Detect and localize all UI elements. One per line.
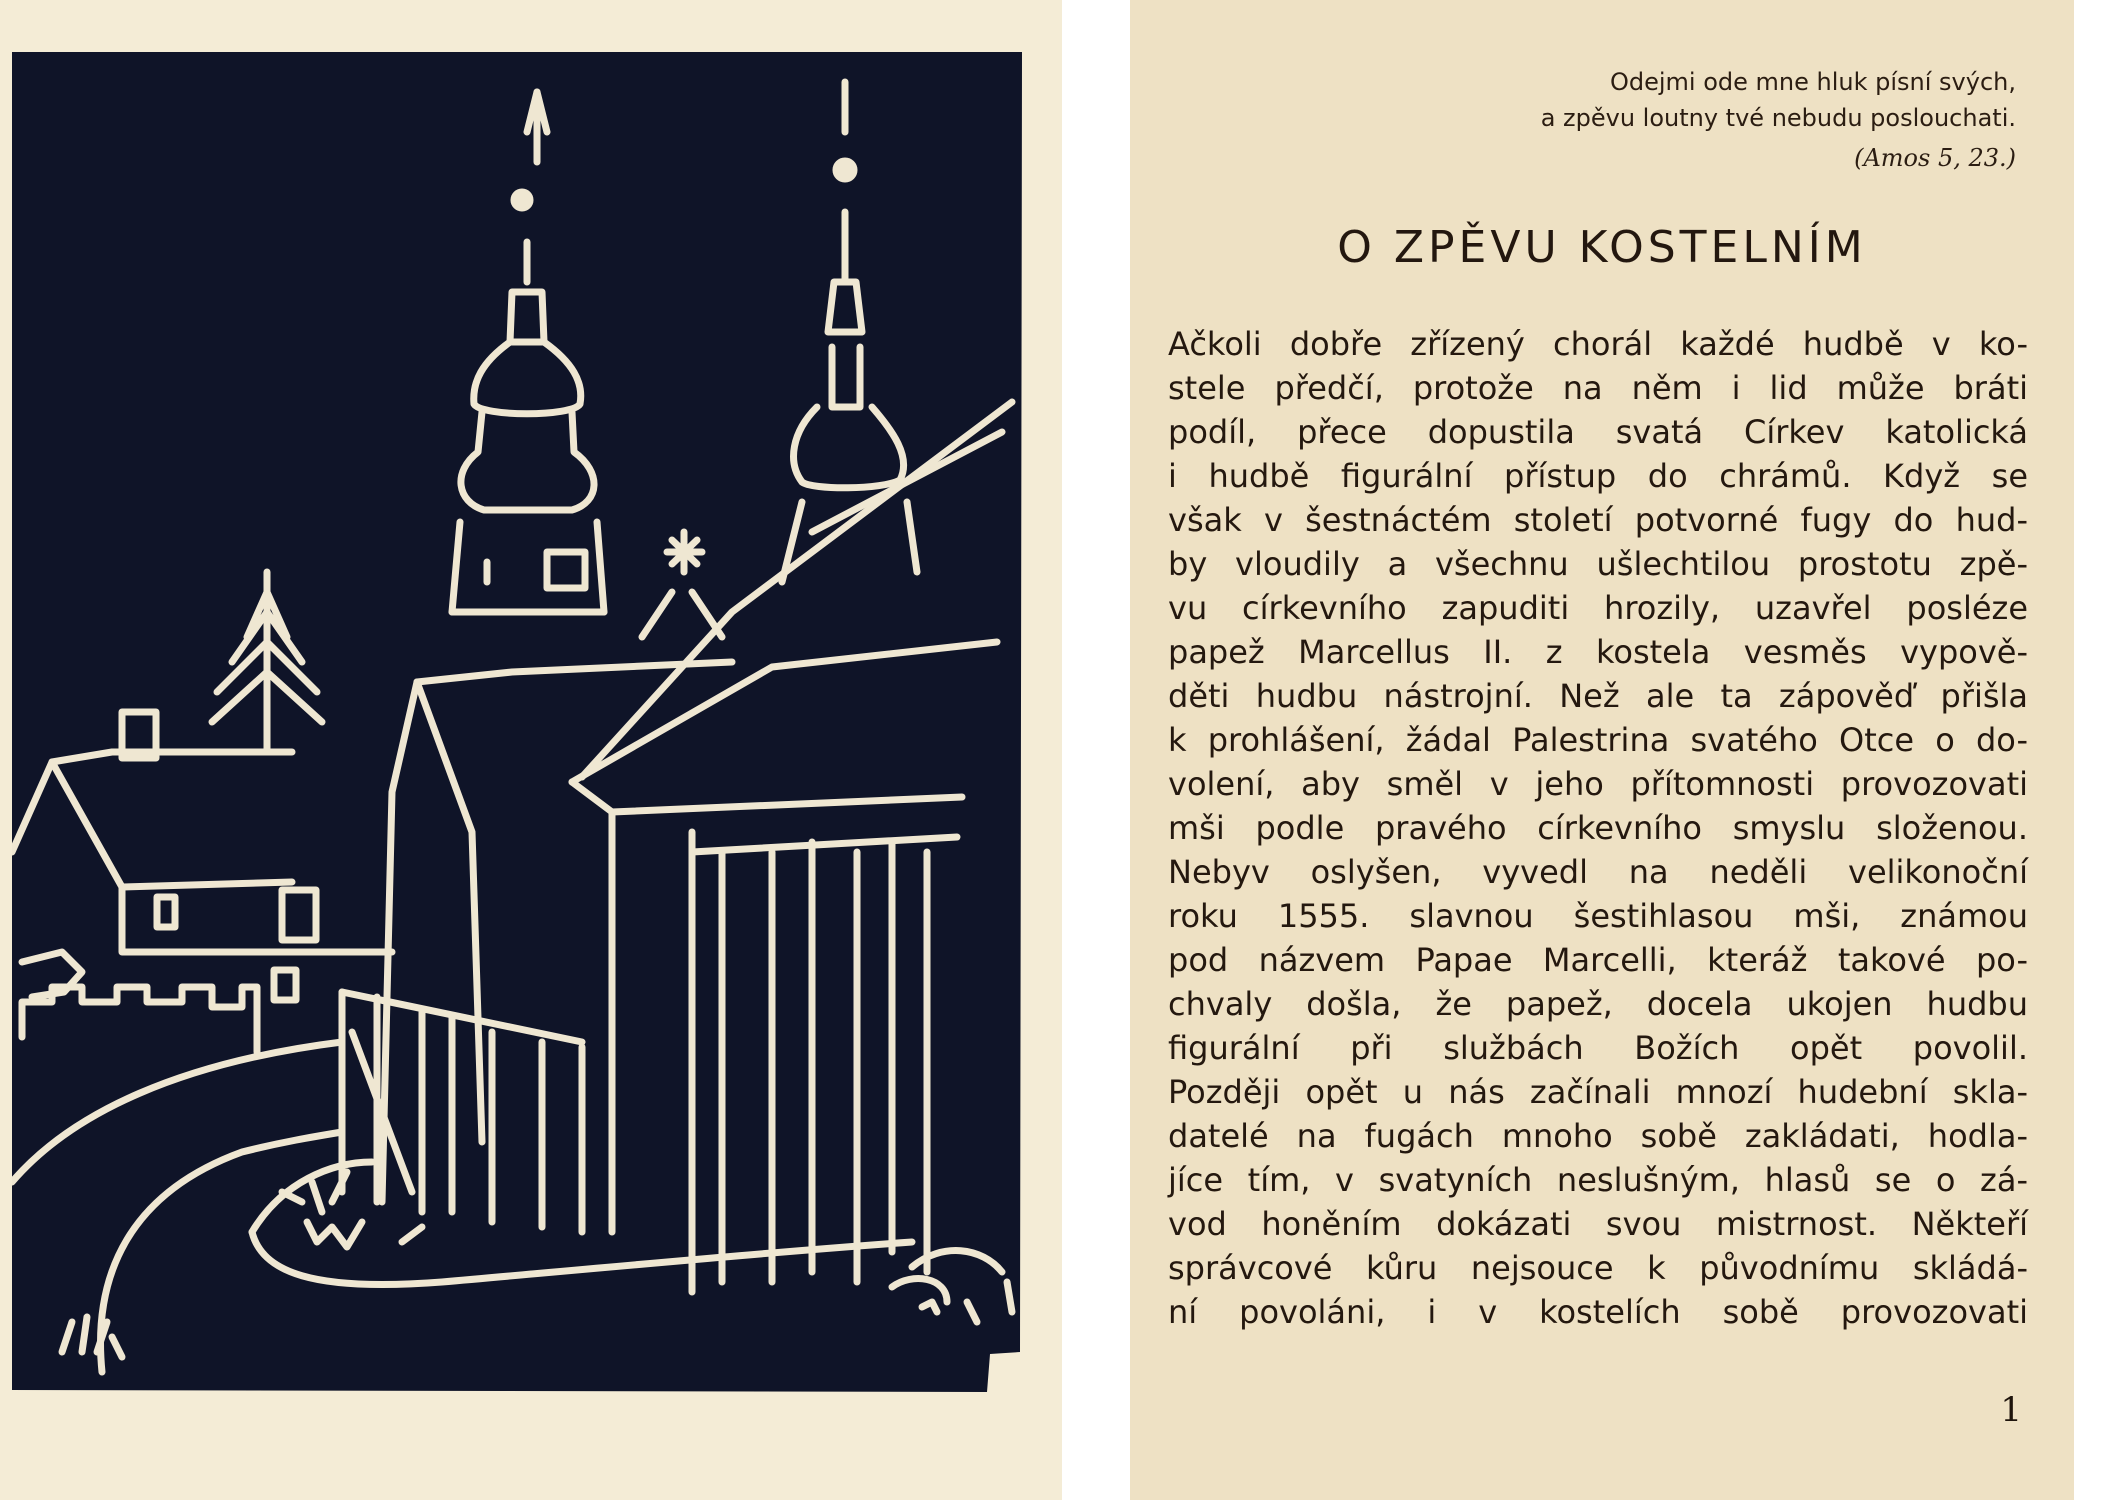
body-line: podíl, přece dopustila svatá Církev katolická xyxy=(1168,413,2028,451)
page-number: 1 xyxy=(2000,1390,2022,1430)
right-page xyxy=(1130,0,2074,1500)
epigraph-citation: (Amos 5, 23.) xyxy=(1854,144,2016,172)
chapter-title: O ZPĚVU KOSTELNÍM xyxy=(1337,222,1867,273)
body-line: k prohlášení, žádal Palestrina svatého Otce o do- xyxy=(1168,721,2028,759)
body-line: papež Marcellus II. z kostela vesměs vypově- xyxy=(1168,633,2028,671)
body-line: vu církevního zapuditi hrozily, uzavřel posléze xyxy=(1168,589,2028,627)
epigraph-line: a zpěvu loutny tvé nebudu poslouchati. xyxy=(1540,104,2016,132)
body-line: jíce tím, v svatyních neslušným, hlasů se o zá- xyxy=(1168,1161,2028,1199)
body-line: Nebyv oslyšen, vyvedl na neděli velikonoční xyxy=(1168,853,2028,891)
body-line: chvaly došla, že papež, docela ukojen hudbu xyxy=(1168,985,2028,1023)
body-line: roku 1555. slavnou šestihlasou mši, známou xyxy=(1168,897,2028,935)
body-line: správcové kůru nejsouce k původnímu skládá- xyxy=(1168,1249,2028,1287)
body-line: Ačkoli dobře zřízený chorál každé hudbě v ko- xyxy=(1168,325,2028,363)
body-line: vod honěním dokázati svou mistrnost. Někteří xyxy=(1168,1205,2028,1243)
body-line: i hudbě figurální přístup do chrámů. Když se xyxy=(1168,457,2028,495)
body-line: Později opět u nás začínali mnozí hudební skla- xyxy=(1168,1073,2028,1111)
body-line: však v šestnáctém století potvorné fugy do hud- xyxy=(1168,501,2028,539)
woodcut-illustration xyxy=(12,52,1022,1392)
body-line: by vloudily a všechnu ušlechtilou prostotu zpě- xyxy=(1168,545,2028,583)
body-line: stele předčí, protože na něm i lid může bráti xyxy=(1168,369,2028,407)
body-line: figurální při službách Božích opět povolil. xyxy=(1168,1029,2028,1067)
epigraph xyxy=(1541,64,2016,176)
body-line: mši podle pravého církevního smyslu složenou. xyxy=(1168,809,2028,847)
body-line: děti hudbu nástrojní. Než ale ta zápověď přišla xyxy=(1168,677,2028,715)
body-line: ní povoláni, i v kostelích sobě provozovati xyxy=(1168,1293,2028,1331)
page-gutter xyxy=(1062,0,1130,1500)
body-line: volení, aby směl v jeho přítomnosti provozovati xyxy=(1168,765,2028,803)
epigraph-line: Odejmi ode mne hluk písní svých, xyxy=(1609,68,2016,96)
body-line: datelé na fugách mnoho sobě zakládati, hodla- xyxy=(1168,1117,2028,1155)
body-line: pod názvem Papae Marcelli, kteráž takové po- xyxy=(1168,941,2028,979)
body-text xyxy=(1168,322,2028,1334)
